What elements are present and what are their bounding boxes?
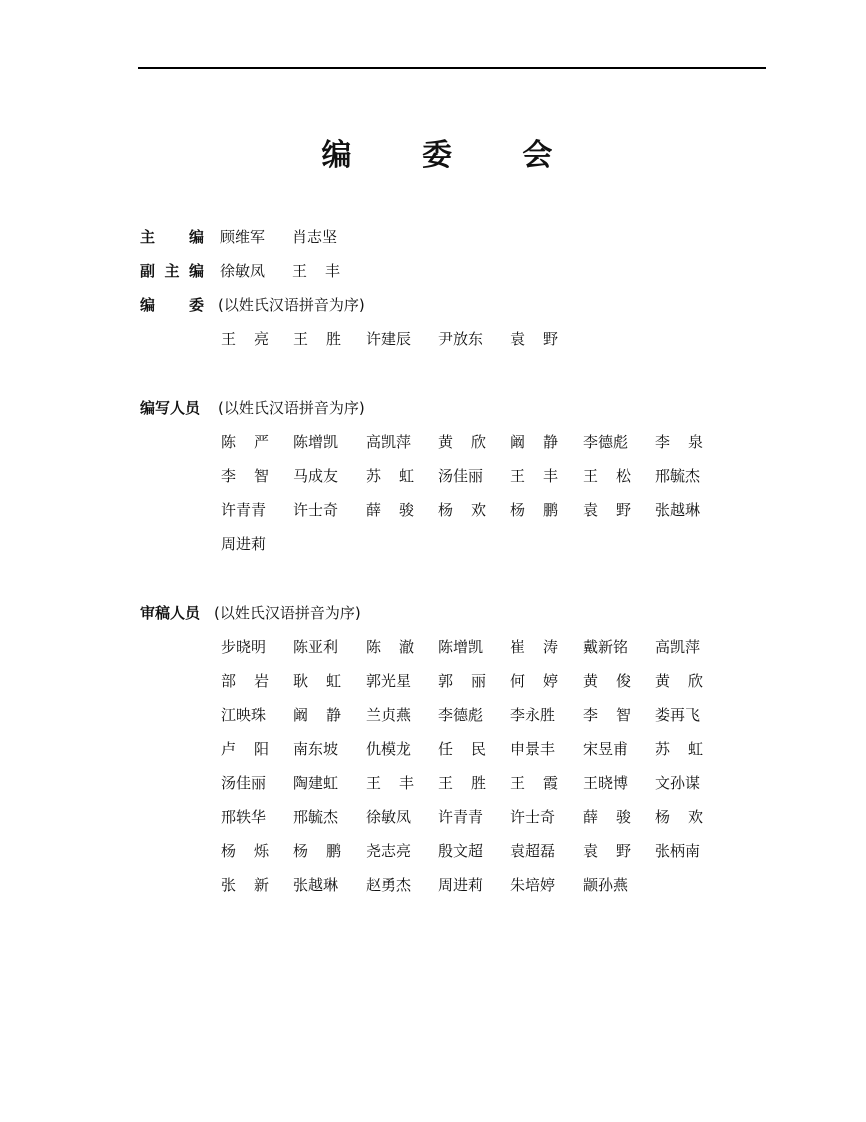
reviewers-name xyxy=(221,841,269,861)
committee-name xyxy=(221,329,269,349)
name-char: 野 xyxy=(615,501,631,519)
name-char: 丰 xyxy=(542,467,558,485)
reviewers-name: 仇模龙 xyxy=(366,740,412,758)
writers-name xyxy=(438,432,486,452)
reviewers-name xyxy=(583,671,631,691)
writers-name: 许士奇 xyxy=(293,501,339,519)
name-char: 陈 xyxy=(366,638,382,656)
reviewers-name: 步晓明 xyxy=(221,638,267,656)
name-char: 阚 xyxy=(510,433,526,451)
name-char: 黄 xyxy=(583,672,599,690)
writers-name xyxy=(438,500,486,520)
page-title: 编 委 会 xyxy=(321,138,583,173)
reviewers-name: 张越琳 xyxy=(293,876,339,894)
reviewers-name xyxy=(655,671,703,691)
name-char: 虹 xyxy=(687,740,703,758)
name-char: 欣 xyxy=(687,672,703,690)
reviewers-name: 李德彪 xyxy=(438,706,484,724)
name-char: 陈 xyxy=(221,433,237,451)
committee-note: (以姓氏汉语拼音为序) xyxy=(218,296,365,314)
reviewers-name xyxy=(655,739,703,759)
name-char: 松 xyxy=(615,467,631,485)
name-char: 杨 xyxy=(438,501,454,519)
name-char: 杨 xyxy=(655,808,671,826)
name-char: 胜 xyxy=(325,330,341,348)
name-char: 王 xyxy=(293,330,309,348)
name-char: 野 xyxy=(542,330,558,348)
label-char: 委 xyxy=(188,296,204,314)
writers-name: 张越琳 xyxy=(655,501,701,519)
reviewers-name: 江映珠 xyxy=(221,706,267,724)
name-char: 薛 xyxy=(583,808,599,826)
name-char: 薛 xyxy=(366,501,382,519)
reviewers-name: 陈增凯 xyxy=(438,638,484,656)
name-char: 骏 xyxy=(398,501,414,519)
label-char: 主 xyxy=(164,262,180,280)
reviewers-name xyxy=(583,705,631,725)
reviewers-name: 袁超磊 xyxy=(510,842,556,860)
reviewers-name: 殷文超 xyxy=(438,842,484,860)
reviewers-name: 高凯萍 xyxy=(655,638,701,656)
writers-name: 李德彪 xyxy=(583,433,629,451)
reviewers-name: 陈亚利 xyxy=(293,638,339,656)
reviewers-label: 审稿人员 xyxy=(140,604,201,622)
name-char: 张 xyxy=(221,876,237,894)
reviewers-name xyxy=(438,671,486,691)
name-char: 野 xyxy=(615,842,631,860)
name-char: 王 xyxy=(292,262,308,280)
name-char: 智 xyxy=(253,467,269,485)
writers-name xyxy=(510,500,558,520)
name-char: 严 xyxy=(253,433,269,451)
reviewers-name: 周进莉 xyxy=(438,876,484,894)
reviewers-name: 颛孙燕 xyxy=(583,876,629,894)
label-char: 编 xyxy=(140,296,156,314)
reviewers-name xyxy=(221,739,269,759)
reviewers-name xyxy=(510,773,558,793)
name-char: 苏 xyxy=(655,740,671,758)
reviewers-name xyxy=(583,807,631,827)
writers-name: 陈增凯 xyxy=(293,433,339,451)
reviewers-name: 朱培婷 xyxy=(510,876,556,894)
reviewers-name xyxy=(221,875,269,895)
name-char: 李 xyxy=(655,433,671,451)
name-char: 欢 xyxy=(470,501,486,519)
name-char: 郭 xyxy=(438,672,454,690)
reviewers-note: (以姓氏汉语拼音为序) xyxy=(214,604,361,622)
reviewers-name: 文孙谋 xyxy=(655,774,701,792)
name-char: 王 xyxy=(366,774,382,792)
writers-label: 编写人员 xyxy=(140,399,201,417)
reviewers-name: 张柄南 xyxy=(655,842,701,860)
name-char: 鹏 xyxy=(542,501,558,519)
name-char: 王 xyxy=(221,330,237,348)
name-char: 袁 xyxy=(510,330,526,348)
writers-note: (以姓氏汉语拼音为序) xyxy=(218,399,365,417)
reviewers-name: 尧志亮 xyxy=(366,842,412,860)
reviewers-name xyxy=(438,773,486,793)
name-char: 新 xyxy=(253,876,269,894)
reviewers-name: 汤佳丽 xyxy=(221,774,267,792)
writers-name xyxy=(221,466,269,486)
name-char: 王 xyxy=(510,774,526,792)
name-char: 李 xyxy=(221,467,237,485)
name-char: 崔 xyxy=(510,638,526,656)
reviewers-name xyxy=(510,637,558,657)
label-char: 编 xyxy=(188,262,204,280)
writers-name xyxy=(366,466,414,486)
name-char: 卢 xyxy=(221,740,237,758)
writers-name xyxy=(583,500,631,520)
name-char: 杨 xyxy=(510,501,526,519)
name-char: 虹 xyxy=(325,672,341,690)
name-char: 智 xyxy=(615,706,631,724)
reviewers-name xyxy=(293,671,341,691)
deputy-editor-name: 徐敏凤 xyxy=(220,262,266,280)
name-char: 苏 xyxy=(366,467,382,485)
name-char: 泉 xyxy=(687,433,703,451)
name-char: 黄 xyxy=(438,433,454,451)
writers-name: 汤佳丽 xyxy=(438,467,484,485)
name-char: 民 xyxy=(470,740,486,758)
name-char: 袁 xyxy=(583,842,599,860)
writers-name: 许青青 xyxy=(221,501,267,519)
name-char: 丽 xyxy=(470,672,486,690)
name-char: 涛 xyxy=(542,638,558,656)
reviewers-name xyxy=(583,841,631,861)
name-char: 静 xyxy=(542,433,558,451)
name-char: 杨 xyxy=(293,842,309,860)
reviewers-name: 南东坡 xyxy=(293,740,339,758)
name-char: 亮 xyxy=(253,330,269,348)
name-char: 静 xyxy=(325,706,341,724)
name-char: 耿 xyxy=(293,672,309,690)
name-char: 欣 xyxy=(470,433,486,451)
name-char: 澈 xyxy=(398,638,414,656)
name-char: 丰 xyxy=(324,262,340,280)
name-char: 婷 xyxy=(542,672,558,690)
name-char: 黄 xyxy=(655,672,671,690)
writers-name: 马成友 xyxy=(293,467,339,485)
name-char: 岩 xyxy=(253,672,269,690)
reviewers-name: 娄再飞 xyxy=(655,706,701,724)
reviewers-name xyxy=(293,705,341,725)
reviewers-name xyxy=(366,773,414,793)
reviewers-name: 郭光星 xyxy=(366,672,412,690)
name-char: 骏 xyxy=(615,808,631,826)
name-char: 杨 xyxy=(221,842,237,860)
name-char: 部 xyxy=(221,672,237,690)
reviewers-name: 李永胜 xyxy=(510,706,556,724)
reviewers-name: 赵勇杰 xyxy=(366,876,412,894)
reviewers-name xyxy=(655,807,703,827)
name-char: 王 xyxy=(510,467,526,485)
reviewers-name: 陶建虹 xyxy=(293,774,339,792)
name-char: 王 xyxy=(583,467,599,485)
reviewers-name: 许士奇 xyxy=(510,808,556,826)
reviewers-name: 兰贞燕 xyxy=(366,706,412,724)
reviewers-name xyxy=(438,739,486,759)
name-char: 烁 xyxy=(253,842,269,860)
label-char: 副 xyxy=(140,262,156,280)
reviewers-name: 邢轶华 xyxy=(221,808,267,826)
writers-name: 高凯萍 xyxy=(366,433,412,451)
writers-name xyxy=(655,432,703,452)
writers-name xyxy=(583,466,631,486)
reviewers-name xyxy=(366,637,414,657)
reviewers-name xyxy=(510,671,558,691)
name-char: 鹏 xyxy=(325,842,341,860)
writers-name xyxy=(366,500,414,520)
reviewers-name: 宋昱甫 xyxy=(583,740,629,758)
name-char: 李 xyxy=(583,706,599,724)
name-char: 虹 xyxy=(398,467,414,485)
writers-name xyxy=(510,432,558,452)
committee-name: 许建辰 xyxy=(366,330,412,348)
reviewers-name: 许青青 xyxy=(438,808,484,826)
name-char: 任 xyxy=(438,740,454,758)
writers-name xyxy=(510,466,558,486)
name-char: 袁 xyxy=(583,501,599,519)
writers-name xyxy=(221,432,269,452)
writers-name: 周进莉 xyxy=(221,535,267,553)
writers-name: 邢毓杰 xyxy=(655,467,701,485)
reviewers-name: 邢毓杰 xyxy=(293,808,339,826)
editor-in-chief-name: 肖志坚 xyxy=(292,228,338,246)
name-char: 胜 xyxy=(470,774,486,792)
editor-in-chief-name: 顾维军 xyxy=(220,228,266,246)
committee-name xyxy=(293,329,341,349)
reviewers-name: 申景丰 xyxy=(510,740,556,758)
reviewers-name xyxy=(293,841,341,861)
name-char: 霞 xyxy=(542,774,558,792)
name-char: 丰 xyxy=(398,774,414,792)
committee-name xyxy=(510,329,558,349)
name-char: 俊 xyxy=(615,672,631,690)
reviewers-name: 戴新铭 xyxy=(583,638,629,656)
reviewers-name xyxy=(221,671,269,691)
reviewers-name: 王晓博 xyxy=(583,774,629,792)
committee-name: 尹放东 xyxy=(438,330,484,348)
name-char: 阚 xyxy=(293,706,309,724)
reviewers-name: 徐敏凤 xyxy=(366,808,412,826)
name-char: 王 xyxy=(438,774,454,792)
name-char: 欢 xyxy=(687,808,703,826)
name-char: 阳 xyxy=(253,740,269,758)
label-char: 编 xyxy=(188,228,204,246)
name-char: 何 xyxy=(510,672,526,690)
label-char: 主 xyxy=(140,228,156,246)
